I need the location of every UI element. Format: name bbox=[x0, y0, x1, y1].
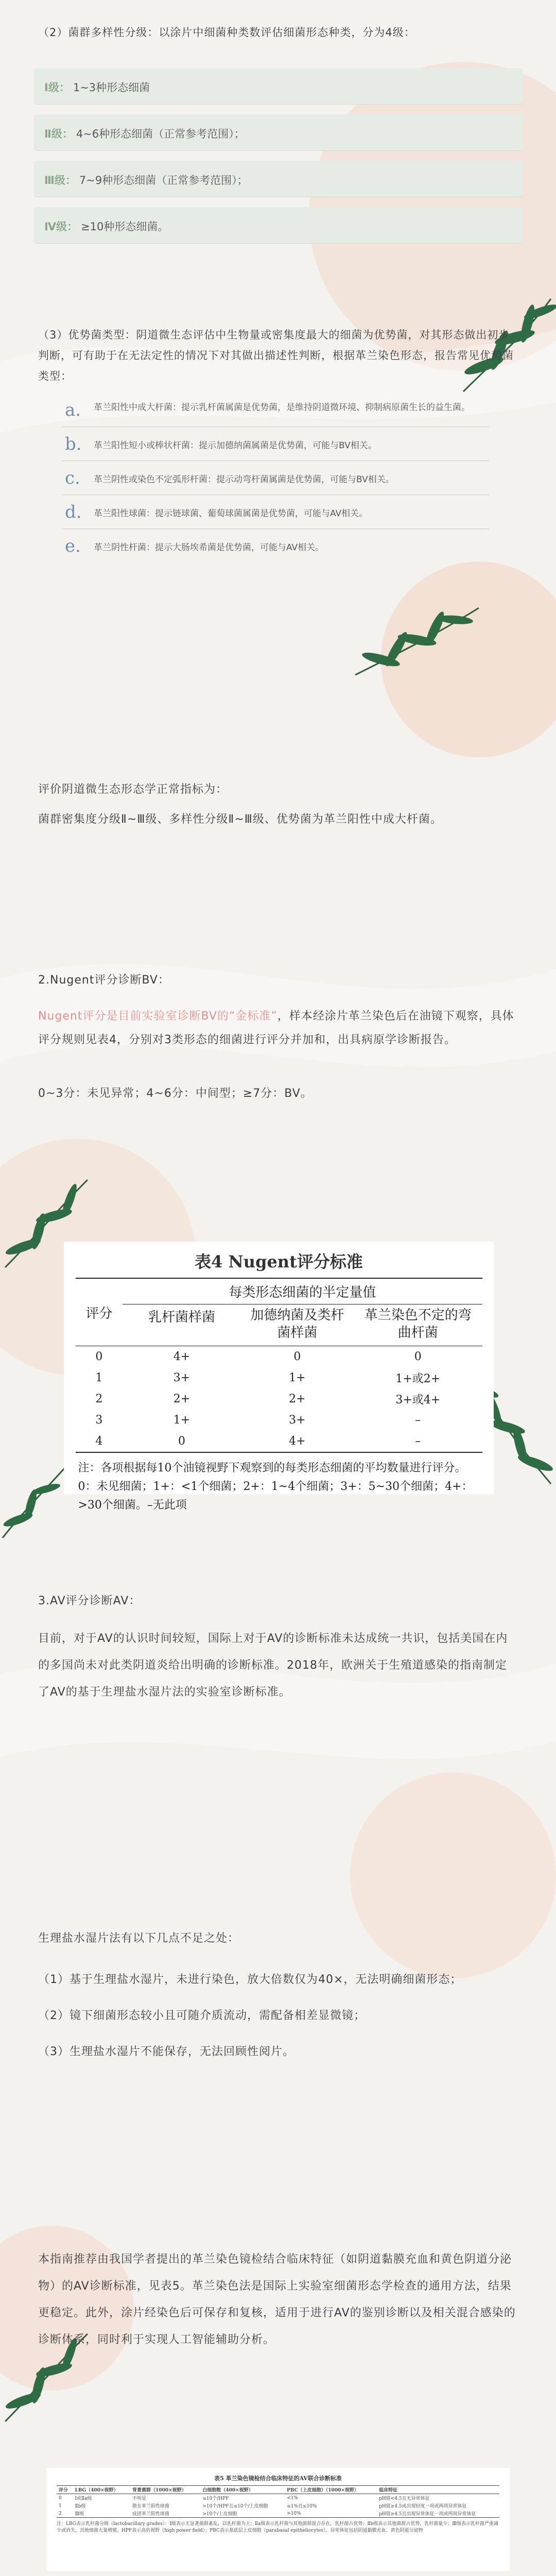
diversity-heading: （2）菌群多样性分级：以涂片中细菌种类数评估细菌形态种类，分为4级： bbox=[38, 26, 415, 39]
saline-point: （3）生理盐水湿片不能保存，无法回顾性阅片。 bbox=[38, 2045, 294, 2058]
table5-header: PBC（上皮细胞）（1000×视野） bbox=[287, 2488, 359, 2493]
table5-cell: pH值≥4.5且出现异常体征一项或两项异常体征 bbox=[379, 2512, 476, 2517]
table4-col-score: 评分 bbox=[76, 1278, 123, 1346]
table5-cell: 0 bbox=[59, 2495, 62, 2501]
level-num: Ⅲ级： bbox=[44, 174, 76, 187]
type-desc: 革兰阴性杆菌：提示大肠埃希菌是优势菌，可能与AV相关。 bbox=[94, 543, 324, 553]
table5-cell: 成团革兰阳性球菌 bbox=[132, 2512, 170, 2517]
table-row bbox=[57, 2494, 499, 2502]
type-desc: 革兰阳性球菌：提示链球菌、葡萄球菌属菌是优势菌，可能与AV相关。 bbox=[94, 509, 368, 519]
table4-cell: 4 bbox=[95, 1435, 103, 1448]
type-letter: a. bbox=[65, 400, 81, 420]
table5-cell: >10% bbox=[287, 2511, 301, 2516]
dominant-heading: （3）优势菌类型：阴道微生态评估中生物量或密集度最大的细菌为优势菌，对其形态做出初步判断，可有助于在无法定性的情况下对其做出描述性判断，根据革兰染色形态，报告常见优势菌类型： bbox=[38, 329, 514, 382]
table5-cell: 散在革兰阳性球菌 bbox=[132, 2504, 170, 2509]
level-item bbox=[34, 114, 523, 150]
table4-cell: 2+ bbox=[289, 1393, 306, 1405]
table5-cell: ≤1%且≤10% bbox=[287, 2504, 317, 2509]
nugent-rest: ，样本经涂片革兰染色后在油镜下观察，具体评分规则见表4，分别对3类形态的细菌进行评分并加和，出具病原学诊断报告。 bbox=[38, 1010, 514, 1046]
table4-cell: 1+ bbox=[289, 1371, 306, 1384]
table4-caption: 表4 Nugent评分标准 bbox=[195, 1252, 363, 1272]
level-item bbox=[34, 161, 523, 197]
table5-card bbox=[46, 2468, 510, 2571]
type-letter: d. bbox=[65, 502, 82, 522]
table5-cell: >10个/上皮细胞 bbox=[202, 2512, 237, 2517]
table-row bbox=[76, 1388, 482, 1410]
normal-line2: 菌群密集度分级Ⅱ~Ⅲ级、多样性分级Ⅱ~Ⅲ级、优势菌为革兰阳性中成大杆菌。 bbox=[38, 813, 442, 826]
type-item bbox=[62, 397, 489, 427]
level-text: 1~3种形态细菌 bbox=[73, 81, 150, 94]
type-desc: 革兰阴性或染色不定弧形杆菌：提示动弯杆菌属菌是优势菌，可能与BV相关。 bbox=[94, 474, 394, 485]
table4-cell: 1 bbox=[95, 1371, 103, 1384]
table4-col2: 加德纳菌及类杆菌样菌 bbox=[250, 1308, 344, 1341]
saline-point: （1）基于生理盐水湿片，未进行染色，放大倍数仅为40×，无法明确细菌形态； bbox=[38, 1973, 462, 1986]
table-row bbox=[57, 2502, 499, 2510]
table5-header: 背景菌群（1000×视野） bbox=[132, 2488, 186, 2493]
table4-note: 注：各项根据每10个油镜视野下观察到的每类形态细菌的平均数量进行评分。0：未见细菌；1+：<1个细菌；2+：1~4个细菌；3+：5~30个细菌；4+：>30个细菌。–无此项 bbox=[78, 1462, 473, 1512]
nugent-gold-standard: Nugent评分是目前实验室诊断BV的“金标准” bbox=[38, 1010, 277, 1023]
level-item bbox=[34, 68, 523, 104]
saline-point: （2）镜下细菌形态较小且可随介质流动，需配备相差显微镜； bbox=[38, 2009, 366, 2022]
table5-cell: Ⅰ或Ⅱa级 bbox=[75, 2496, 92, 2501]
table4-cell: 2 bbox=[95, 1393, 103, 1405]
table-row bbox=[76, 1410, 482, 1431]
table5-note: 注：LBG表示乳杆菌分级（lactobacillary grades）：Ⅰ级表示无显著菌群紊乱，以乳杆菌为主；Ⅱa级表示乳杆菌与其他菌群混合存在，乳杆菌占优势；Ⅱb级表示其他菌群占优势，乳杆菌量少；Ⅲ级表示乳杆菌严重减少或消失，其他细菌大量增殖。HPF表示高倍视野（high power field）；PBC表示基底层上皮细胞（parabasal epitheliocytes），异常体征包括阴道黏膜充血、黄色阴道分泌物 bbox=[57, 2521, 498, 2533]
leaf-icon bbox=[0, 1463, 67, 1540]
table4-cell: 0 bbox=[95, 1350, 103, 1363]
type-item bbox=[62, 499, 489, 529]
table5-cell: pH值≥4.5或出现轻度一项或两项异常体征 bbox=[379, 2504, 467, 2509]
nugent-title: 2.Nugent评分诊断BV： bbox=[38, 974, 170, 987]
type-item bbox=[62, 533, 489, 563]
table4-cell: – bbox=[415, 1435, 421, 1448]
table5-cell: Ⅱb级 bbox=[75, 2504, 86, 2509]
nugent-text bbox=[38, 1005, 517, 1052]
table5-cell: 不明显 bbox=[132, 2496, 147, 2501]
table4-cell: – bbox=[415, 1414, 421, 1427]
type-item bbox=[62, 431, 489, 461]
table4-header-span: 每类形态细菌的半定量值 bbox=[123, 1278, 482, 1304]
table5-header: 临床特征 bbox=[379, 2488, 398, 2493]
type-letter: e. bbox=[65, 536, 81, 556]
table4-cell: 3+ bbox=[173, 1371, 190, 1384]
leaf-icon bbox=[350, 603, 484, 680]
table5-cell: pH值<4.5且无异常体征 bbox=[379, 2496, 430, 2501]
table4-cell: 3 bbox=[95, 1414, 103, 1427]
table5-header: 白细胞数（400×视野） bbox=[202, 2488, 253, 2493]
normal-line1: 评价阴道微生态形态学正常指标为： bbox=[38, 783, 228, 796]
table4-col1: 乳杆菌样菌 bbox=[148, 1310, 215, 1325]
type-item bbox=[62, 465, 489, 495]
table4-col3: 革兰染色不定的弯曲杆菌 bbox=[364, 1308, 472, 1341]
nugent-scores: 0~3分：未见异常；4~6分：中间型；≥7分：BV。 bbox=[38, 1087, 312, 1100]
table4-cell: 0 bbox=[293, 1350, 301, 1363]
level-item bbox=[34, 207, 523, 243]
level-text: 7~9种形态细菌（正常参考范围）； bbox=[79, 174, 248, 187]
table4-cell: 3+或4+ bbox=[395, 1394, 441, 1406]
table5-cell: >10个/HPF且≤10个/上皮细胞 bbox=[202, 2504, 268, 2509]
level-num: Ⅰ级： bbox=[44, 81, 70, 94]
table5-cell: Ⅲ级 bbox=[75, 2512, 84, 2517]
table4-cell: 0 bbox=[414, 1350, 422, 1363]
table4-cell: 2+ bbox=[173, 1393, 190, 1405]
type-desc: 革兰阳性短小或棒状杆菌：提示加德纳菌属菌是优势菌，可能与BV相关。 bbox=[94, 440, 377, 451]
type-letter: c. bbox=[65, 468, 80, 488]
level-text: 4~6种形态细菌（正常参考范围）； bbox=[76, 128, 245, 140]
table5-cell: <1% bbox=[287, 2495, 298, 2501]
av-text: 目前，对于AV的认识时间较短，国际上对于AV的诊断标准未达成统一共识，包括美国在内的多国尚未对此类阴道炎给出明确的诊断标准。2018年，欧洲关于生殖道感染的指南制定了AV的基于生理盐水湿片法的实验室诊断标准。 bbox=[38, 1632, 508, 1699]
level-text: ≥10种形态细菌。 bbox=[81, 221, 169, 233]
table5-cell: 2 bbox=[59, 2511, 62, 2516]
table4 bbox=[76, 1278, 482, 1453]
av-title: 3.AV评分诊断AV： bbox=[38, 1595, 141, 1607]
table-row bbox=[57, 2510, 499, 2518]
table5-cell: ≤10个/HPF bbox=[202, 2496, 229, 2501]
table-row bbox=[76, 1367, 482, 1388]
table5-header: LBG（400×视野） bbox=[75, 2488, 118, 2493]
table4-cell: 1+ bbox=[173, 1414, 190, 1427]
table5-caption: 表5 革兰染色镜检结合临床特征的AV联合诊断标准 bbox=[214, 2475, 342, 2482]
table4-cell: 4+ bbox=[289, 1435, 306, 1448]
table-row bbox=[76, 1431, 482, 1452]
type-desc: 革兰阳性中成大杆菌：提示乳杆菌属菌是优势菌，是维持阴道微环境、抑制病原菌生长的益生菌。 bbox=[94, 402, 470, 413]
level-num: Ⅱ级： bbox=[44, 128, 73, 140]
table-row bbox=[76, 1346, 482, 1368]
table5-cell: 1 bbox=[59, 2503, 62, 2509]
recommend-text: 本指南推荐由我国学者提出的革兰染色镜检结合临床特征（如阴道黏膜充血和黄色阴道分泌物）的AV诊断标准，见表5。革兰染色法是国际上实验室细菌形态学检查的通用方法，结果更稳定。此外，涂片经染色后可保存和复核，适用于进行AV的鉴别诊断以及相关混合感染的诊断体系，同时利于实现人工智能辅助分析。 bbox=[38, 2253, 516, 2346]
type-letter: b. bbox=[65, 434, 82, 454]
level-num: Ⅳ级： bbox=[44, 221, 78, 233]
table4-cell: 0 bbox=[178, 1435, 185, 1448]
table4-cell: 1+或2+ bbox=[395, 1372, 441, 1385]
table5 bbox=[57, 2485, 499, 2518]
table4-cell: 4+ bbox=[173, 1350, 190, 1363]
saline-intro: 生理盐水湿片法有以下几点不足之处： bbox=[38, 1932, 240, 1945]
table4-cell: 3+ bbox=[289, 1414, 306, 1427]
table5-header: 评分 bbox=[59, 2488, 68, 2493]
table4-card bbox=[64, 1242, 494, 1512]
